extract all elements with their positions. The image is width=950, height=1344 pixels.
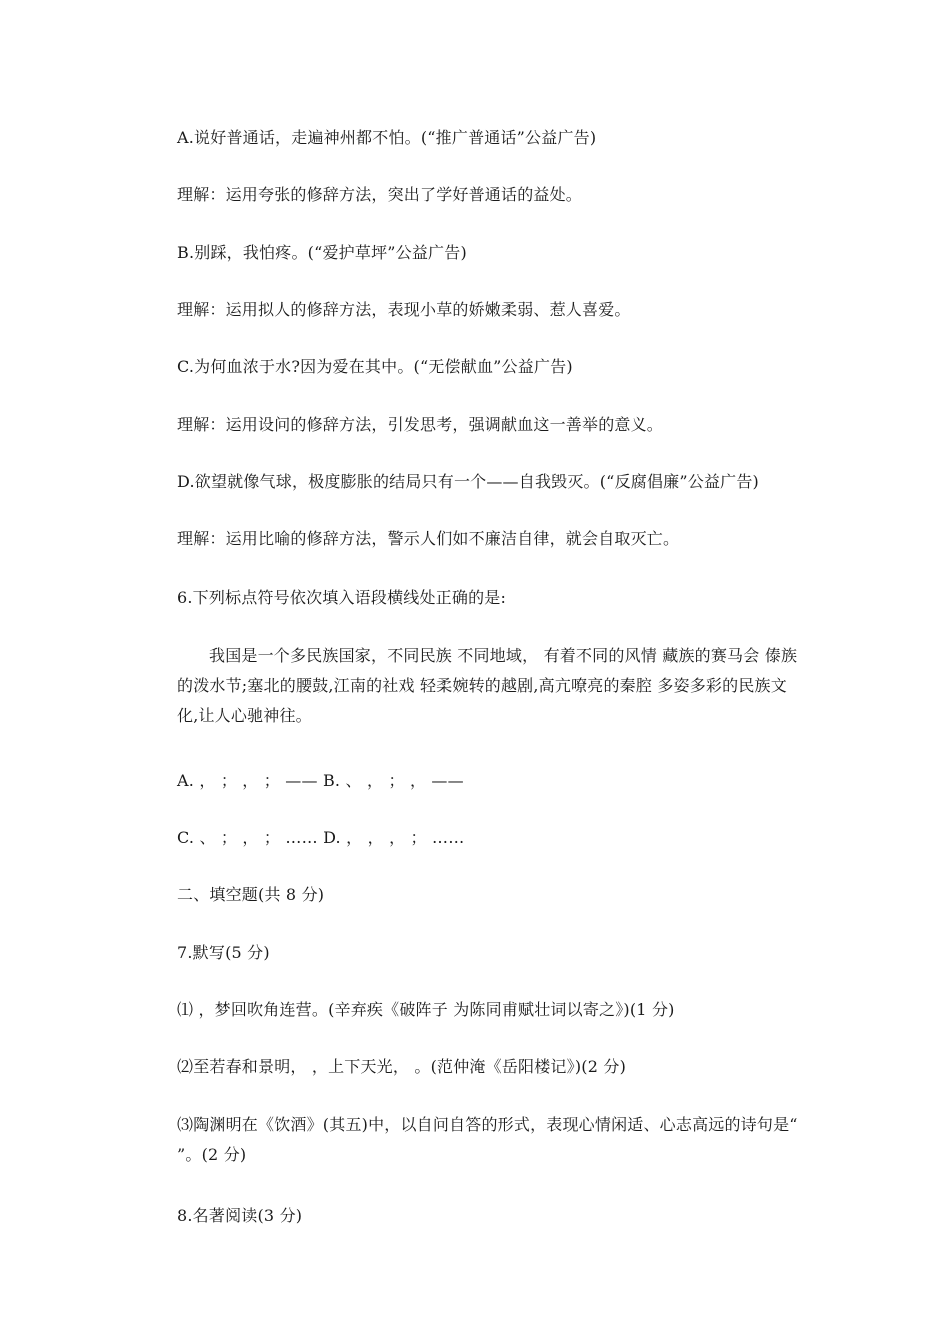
section-2-title: 二、填空题(共 8 分) bbox=[177, 885, 325, 904]
question-7-item-3: ⑶陶渊明在《饮酒》(其五)中，以自问自答的形式，表现心情闲适、心志高远的诗句是“ ”。(2 分) bbox=[177, 1115, 798, 1164]
option-c-explanation: 理解：运用设问的修辞方法，引发思考，强调献血这一善举的意义。 bbox=[177, 415, 664, 434]
question-6-passage: 我国是一个多民族国家，不同民族 不同地域， 有着不同的风情 藏族的赛马会 傣族的泼水节;塞北的腰鼓,江南的社戏 轻柔婉转的越剧,高亢嘹亮的秦腔 多姿多彩的民族文化,让人心驰神往。 bbox=[177, 646, 798, 725]
option-a-text: A.说好普通话，走遍神州都不怕。(“推广普通话”公益广告) bbox=[177, 128, 597, 147]
question-7-item-1: ⑴ ，梦回吹角连营。(辛弃疾《破阵子 为陈同甫赋壮词以寄之》)(1 分) bbox=[177, 1000, 675, 1019]
option-a-explanation: 理解：运用夸张的修辞方法，突出了学好普通话的益处。 bbox=[177, 185, 583, 204]
question-6-options-cd: C. 、 ； ， ； …… D. ， ， ， ； …… bbox=[177, 828, 465, 847]
question-6-title: 6.下列标点符号依次填入语段横线处正确的是: bbox=[177, 588, 507, 607]
question-6-options-ab: A. ， ； ， ； —— B. 、 ， ； ， —— bbox=[177, 771, 464, 790]
option-b-text: B.别踩，我怕疼。(“爱护草坪”公益广告) bbox=[177, 243, 467, 262]
question-7-item-2: ⑵至若春和景明， ，上下天光， 。(范仲淹《岳阳楼记》)(2 分) bbox=[177, 1057, 627, 1076]
option-d-text: D.欲望就像气球，极度膨胀的结局只有一个——自我毁灭。(“反腐倡廉”公益广告) bbox=[177, 472, 759, 491]
question-7-title: 7.默写(5 分) bbox=[177, 943, 270, 962]
option-d-explanation: 理解：运用比喻的修辞方法，警示人们如不廉洁自律，就会自取灭亡。 bbox=[177, 529, 680, 548]
option-b-explanation: 理解：运用拟人的修辞方法，表现小草的娇嫩柔弱、惹人喜爱。 bbox=[177, 300, 631, 319]
option-c-text: C.为何血浓于水?因为爱在其中。(“无偿献血”公益广告) bbox=[177, 357, 573, 376]
question-8-title: 8.名著阅读(3 分) bbox=[177, 1206, 303, 1225]
